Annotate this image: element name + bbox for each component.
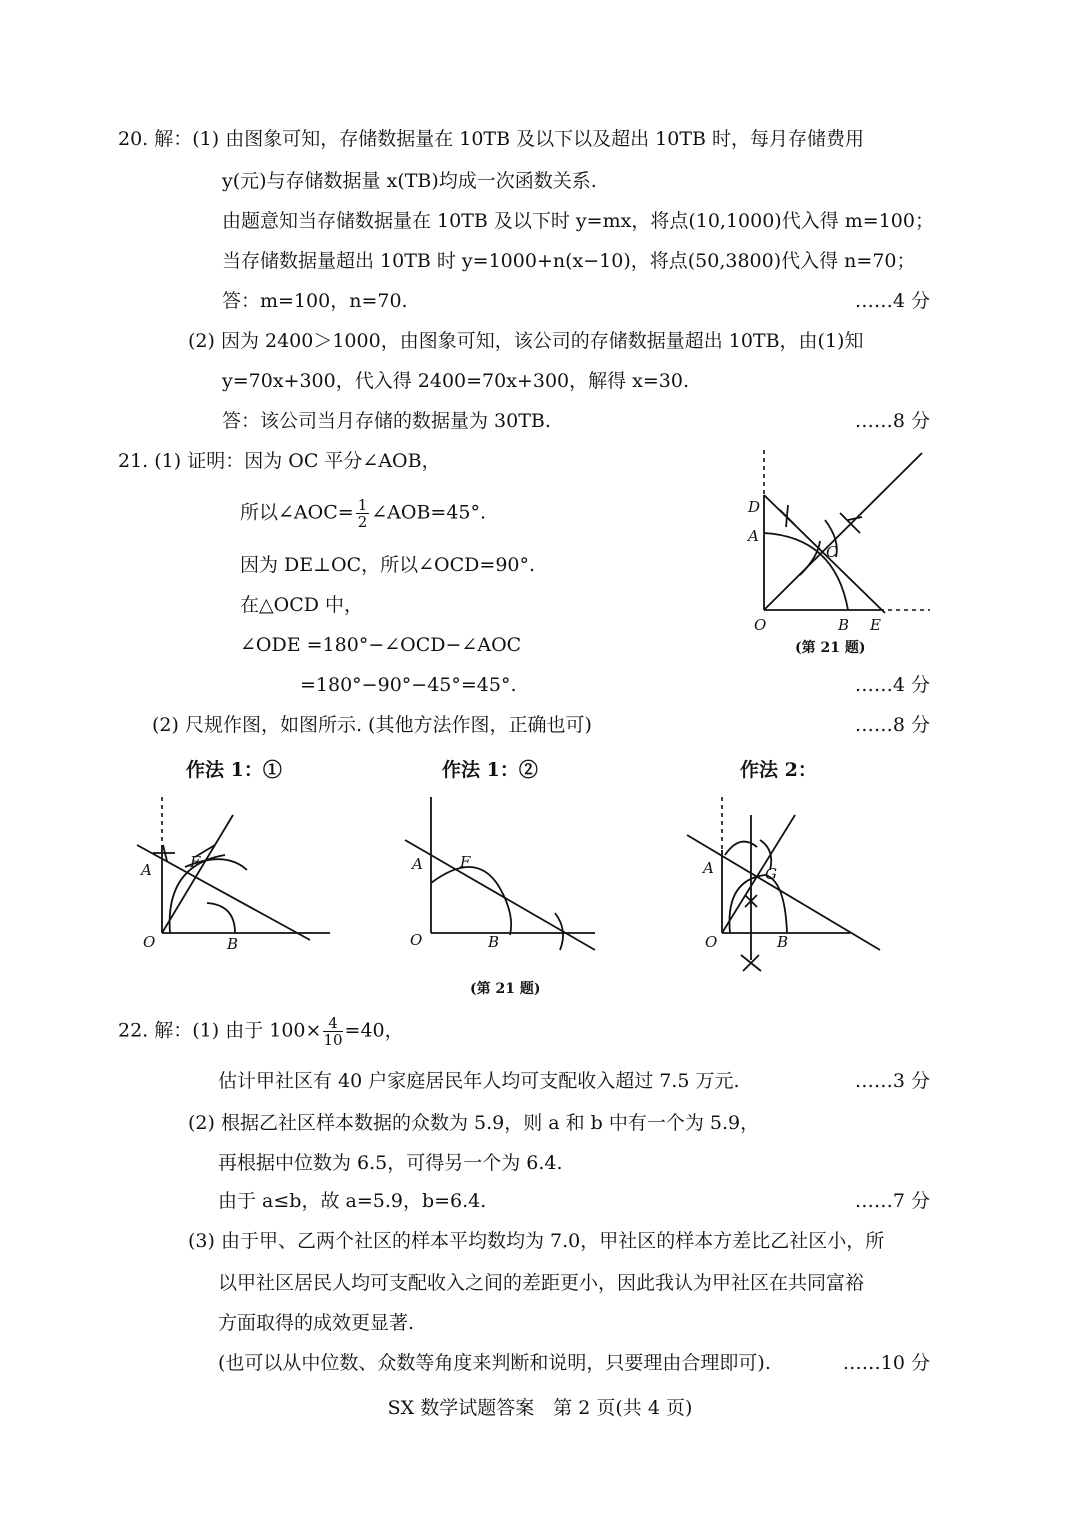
q21-figure-main — [740, 445, 940, 660]
q22-score-2: ……7 分 — [854, 1190, 930, 1212]
main-label-E: E — [870, 616, 881, 634]
q22-line-6: (3) 由于甲、乙两个社区的样本平均数均为 7.0，甲社区的样本方差比乙社区小，所 — [188, 1230, 885, 1252]
q22-line-2: 估计甲社区有 40 户家庭居民年人均可支配收入超过 7.5 万元. — [218, 1070, 740, 1092]
q22-frac-num: 4 — [323, 1015, 342, 1032]
q20-line-7: y=70x+300，代入得 2400=70x+300，解得 x=30. — [222, 370, 690, 392]
q22-score-3: ……10 分 — [842, 1352, 930, 1374]
q21-line-5: ∠ODE =180°−∠OCD−∠AOC — [240, 634, 522, 656]
q22-line-5: 由于 a≤b，故 a=5.9，b=6.4. — [218, 1190, 487, 1212]
q21-figure-method-1b — [400, 795, 600, 965]
page-footer: SX 数学试题答案 第 2 页(共 4 页) — [387, 1397, 693, 1419]
q20-score-1: ……4 分 — [854, 290, 930, 312]
q20-score-2: ……8 分 — [854, 410, 930, 432]
q21-figure-method-2 — [685, 795, 885, 975]
q20-line-3: 由题意知当存储数据量在 10TB 及以下时 y=mx，将点(10,1000)代入得 m=100； — [222, 210, 934, 232]
q20-line-6: (2) 因为 2400＞1000，由图象可知，该公司的存储数据量超出 10TB，由(1)知 — [188, 330, 864, 352]
m1b-label-B: B — [488, 933, 500, 951]
q21-figure-caption: (第 21 题) — [795, 640, 866, 656]
main-label-D: D — [748, 498, 761, 516]
q20-line-5: 答：m=100，n=70. — [222, 290, 408, 312]
q21-line-3: 因为 DE⊥OC，所以∠OCD=90°. — [240, 554, 536, 576]
q20-line-4: 当存储数据量超出 10TB 时 y=1000+n(x−10)，将点(50,3800)代入得 n=70； — [222, 250, 916, 272]
q21-line-2 — [240, 497, 486, 530]
m1b-label-F: F — [460, 853, 471, 871]
q21-frac-den: 2 — [357, 513, 368, 531]
q21-score-2: ……8 分 — [854, 714, 930, 736]
q22-score-1: ……3 分 — [854, 1070, 930, 1092]
q22-line-1 — [118, 1015, 404, 1048]
q21-method-2: 作法 2： — [740, 759, 817, 781]
m2-label-G: G — [765, 865, 777, 883]
q22-fraction — [323, 1015, 342, 1048]
q20-line-8: 答：该公司当月存储的数据量为 30TB. — [222, 410, 551, 432]
main-label-C: C — [826, 543, 838, 561]
q21-fraction — [356, 497, 370, 530]
q21-frac-num: 1 — [357, 496, 368, 514]
m1b-label-O: O — [410, 931, 423, 949]
main-label-A: A — [748, 527, 759, 545]
q20-line-2: y(元)与存储数据量 x(TB)均成一次函数关系. — [222, 170, 597, 192]
m1a-label-B: B — [227, 935, 239, 953]
q21-figure-method-1a — [135, 795, 335, 965]
q22-frac-den: 10 — [323, 1031, 343, 1049]
q20-line-1: 20. 解：(1) 由图象可知，存储数据量在 10TB 及以下以及超出 10TB 时，每月存储费用 — [118, 128, 864, 150]
q22-line-8: 方面取得的成效更显著. — [218, 1312, 415, 1334]
q21-method-1b: 作法 1：② — [442, 759, 538, 781]
q22-line-9: (也可以从中位数、众数等角度来判断和说明，只要理由合理即可). — [218, 1352, 771, 1374]
q21-method-1a: 作法 1：① — [186, 759, 282, 781]
q21-score-1: ……4 分 — [854, 674, 930, 696]
q21-line-7: (2) 尺规作图，如图所示. (其他方法作图，正确也可) — [152, 714, 592, 736]
q22-line-1b: =40， — [344, 1019, 404, 1042]
q22-line-3: (2) 根据乙社区样本数据的众数为 5.9，则 a 和 b 中有一个为 5.9， — [188, 1112, 760, 1134]
q22-line-1a: 22. 解：(1) 由于 100× — [118, 1019, 322, 1042]
m1a-label-A: A — [141, 861, 152, 879]
m1a-label-O: O — [143, 933, 156, 951]
q22-line-4: 再根据中位数为 6.5，可得另一个为 6.4. — [218, 1152, 563, 1174]
q22-line-7: 以甲社区居民人均可支配收入之间的差距更小，因此我认为甲社区在共同富裕 — [218, 1272, 865, 1294]
main-label-O: O — [754, 616, 767, 634]
q21-line-1: 21. (1) 证明：因为 OC 平分∠AOB， — [118, 450, 441, 472]
m2-label-A: A — [703, 859, 714, 877]
m2-label-B: B — [777, 933, 789, 951]
q21-line-2a: 所以∠AOC= — [240, 501, 354, 524]
m1b-label-A: A — [412, 855, 423, 873]
q21-line-2b: ∠AOB=45°. — [371, 501, 487, 524]
main-label-B: B — [838, 616, 850, 634]
q21-line-4: 在△OCD 中， — [240, 594, 363, 616]
m1a-label-F: F — [190, 853, 201, 871]
m2-label-O: O — [705, 933, 718, 951]
q21-bottom-caption: (第 21 题) — [470, 981, 541, 997]
q21-line-6: =180°−90°−45°=45°. — [300, 674, 517, 696]
